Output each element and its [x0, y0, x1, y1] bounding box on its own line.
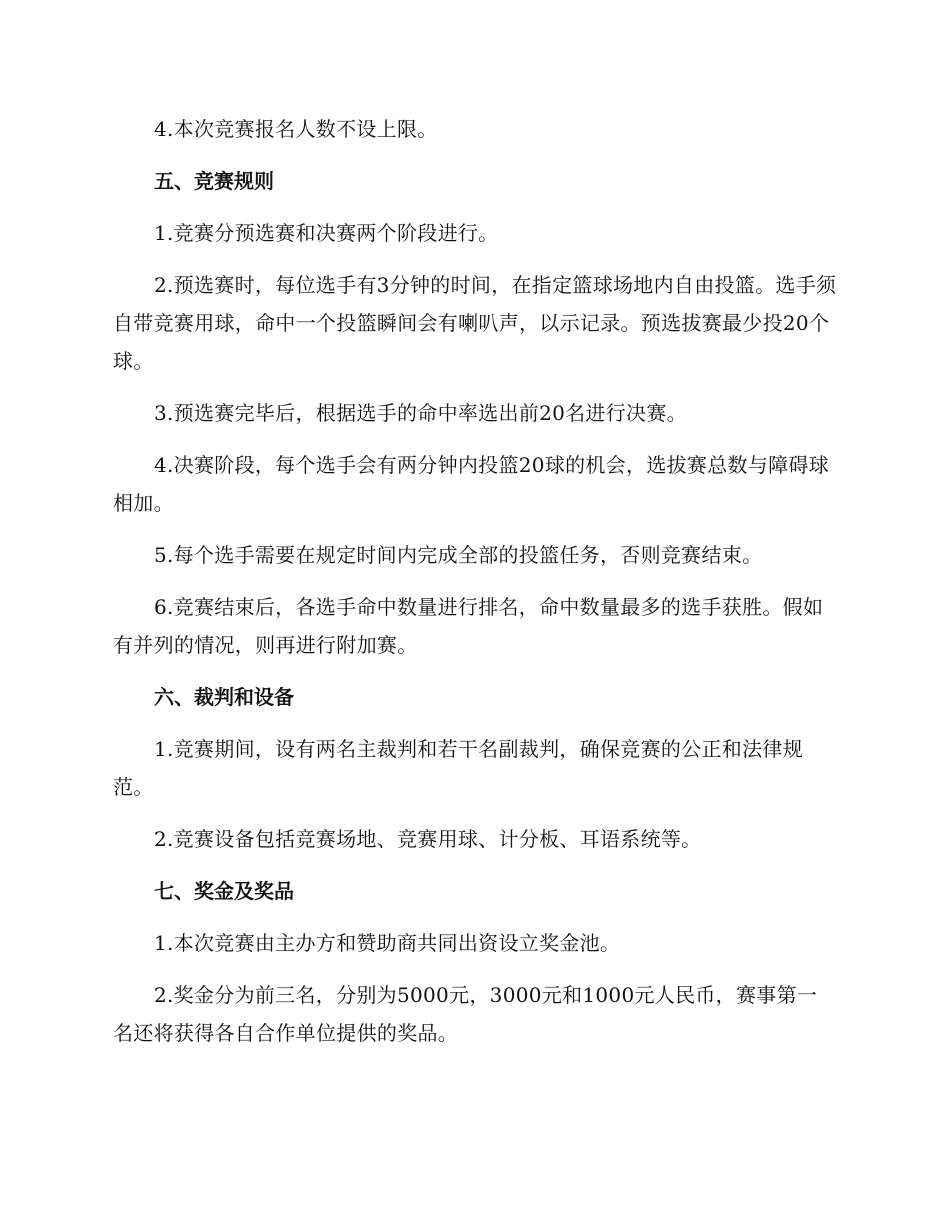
heading-prizes: 七、奖金及奖品: [154, 879, 294, 903]
heading-competition-rules: 五、竞赛规则: [154, 169, 274, 193]
paragraph-rule-5: 5.每个选手需要在规定时间内完成全部的投篮任务，否则竞赛结束。: [154, 543, 763, 567]
paragraph-rule-3: 3.预选赛完毕后，根据选手的命中率选出前20名进行决赛。: [154, 401, 687, 425]
paragraph-equipment: 2.竞赛设备包括竞赛场地、竞赛用球、计分板、耳语系统等。: [154, 827, 702, 851]
paragraph-rule-4: 4.决赛阶段，每个选手会有两分钟内投篮20球的机会，选拔赛总数与障碍球相加。: [113, 453, 830, 515]
paragraph-referees: 1.竞赛期间，设有两名主裁判和若干名副裁判，确保竞赛的公正和法律规范。: [113, 737, 803, 799]
paragraph-rule-1: 1.竞赛分预选赛和决赛两个阶段进行。: [154, 221, 499, 245]
paragraph-prize-pool: 1.本次竞赛由主办方和赞助商共同出资设立奖金池。: [154, 931, 621, 955]
heading-referees-equipment: 六、裁判和设备: [154, 685, 294, 709]
paragraph-prize-distribution: 2.奖金分为前三名，分别为5000元，3000元和1000元人民币，赛事第一名还将获得各自合作单位提供的奖品。: [113, 983, 818, 1045]
paragraph-rule-2: 2.预选赛时，每位选手有3分钟的时间，在指定篮球场地内自由投篮。选手须自带竞赛用球，命中一个投篮瞬间会有喇叭声，以示记录。预选拔赛最少投20个球。: [113, 273, 837, 373]
document-body: [113, 110, 837, 1066]
paragraph-rule-6: 6.竞赛结束后，各选手命中数量进行排名，命中数量最多的选手获胜。假如有并列的情况，则再进行附加赛。: [113, 595, 824, 657]
paragraph-registration-limit: 4.本次竞赛报名人数不设上限。: [154, 117, 438, 141]
